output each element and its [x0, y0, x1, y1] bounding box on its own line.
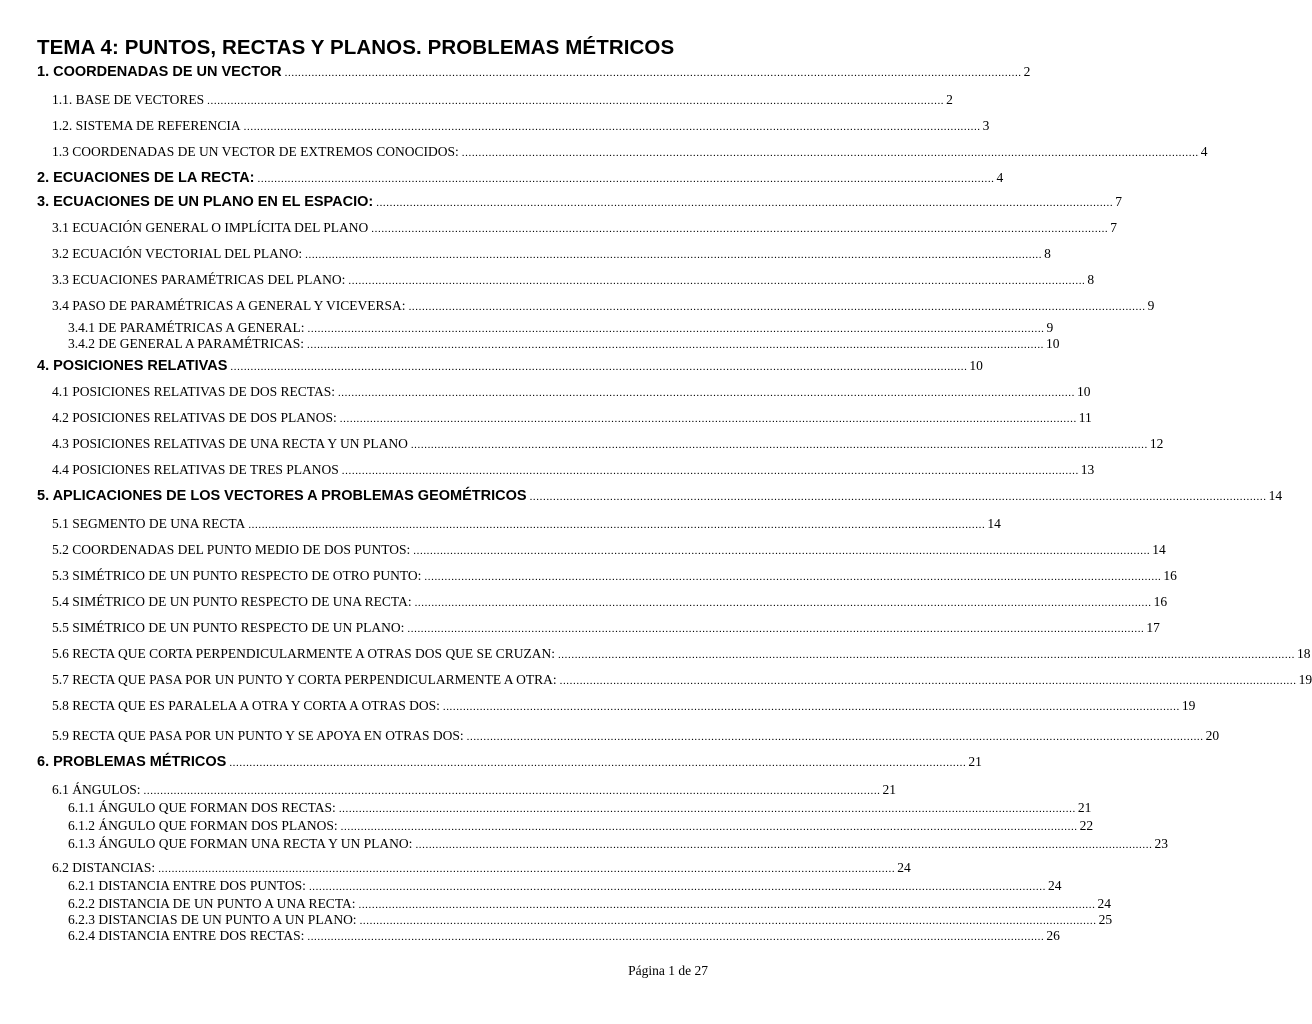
toc-entry-title: 6.1 ÁNGULOS:	[52, 782, 141, 797]
toc-entry-title: 4.3 POSICIONES RELATIVAS DE UNA RECTA Y UN PLANO	[52, 436, 408, 451]
toc-dot-leader: ............................................................................................................................................................................................................................	[371, 223, 1109, 235]
toc-dot-leader: ............................................................................................................................................................................................................................	[230, 361, 968, 373]
toc-dot-leader: ............................................................................................................................................................................................................................	[308, 881, 1046, 893]
toc-entry[interactable]	[37, 358, 983, 374]
toc-entry[interactable]	[52, 594, 1168, 610]
toc-entry[interactable]	[52, 672, 1312, 688]
toc-entry-page-number: 10	[1076, 384, 1091, 399]
toc-dot-leader: ............................................................................................................................................................................................................................	[338, 803, 1076, 815]
toc-entry-title: 6.2.2 DISTANCIA DE UN PUNTO A UNA RECTA:	[68, 896, 356, 911]
toc-dot-leader: ............................................................................................................................................................................................................................	[557, 649, 1295, 661]
toc-entry[interactable]	[52, 246, 1051, 262]
toc-entry-title: 1. COORDENADAS DE UN VECTOR	[37, 64, 282, 80]
toc-entry-title: 5.2 COORDENADAS DEL PUNTO MEDIO DE DOS PUNTOS:	[52, 542, 411, 557]
document-title: TEMA 4: PUNTOS, RECTAS Y PLANOS. PROBLEMAS MÉTRICOS	[37, 36, 675, 59]
toc-entry[interactable]	[52, 462, 1095, 478]
toc-entry[interactable]	[52, 646, 1311, 662]
toc-entry-title: 3.4.2 DE GENERAL A PARAMÉTRICAS:	[68, 336, 305, 351]
toc-entry-title: 6.2.4 DISTANCIA ENTRE DOS RECTAS:	[68, 928, 305, 943]
toc-dot-leader: ............................................................................................................................................................................................................................	[207, 95, 945, 107]
toc-entry[interactable]	[37, 754, 982, 770]
toc-entry-title: 5.8 RECTA QUE ES PARALELA A OTRA Y CORTA A OTRAS DOS:	[52, 698, 440, 713]
toc-entry-title: 6.1.2 ÁNGULO QUE FORMAN DOS PLANOS:	[68, 818, 338, 833]
toc-entry[interactable]	[52, 698, 1196, 714]
toc-dot-leader: ............................................................................................................................................................................................................................	[407, 623, 1145, 635]
toc-entry-title: 3.3 ECUACIONES PARAMÉTRICAS DEL PLANO:	[52, 272, 346, 287]
toc-entry[interactable]	[68, 912, 1113, 928]
toc-entry[interactable]	[52, 728, 1220, 744]
toc-entry-title: 6.1.1 ÁNGULO QUE FORMAN DOS RECTAS:	[68, 800, 336, 815]
toc-entry-page-number: 2	[1023, 64, 1031, 79]
toc-dot-leader: ............................................................................................................................................................................................................................	[337, 387, 1075, 399]
toc-entry-title: 3.4.1 DE PARAMÉTRICAS A GENERAL:	[68, 320, 305, 335]
toc-entry-page-number: 21	[1077, 800, 1092, 815]
toc-entry-page-number: 8	[1044, 246, 1051, 261]
toc-entry[interactable]	[68, 928, 1060, 944]
toc-entry[interactable]	[52, 410, 1092, 426]
toc-dot-leader: ............................................................................................................................................................................................................................	[410, 439, 1148, 451]
toc-entry-title: 5.4 SIMÉTRICO DE UN PUNTO RESPECTO DE UNA RECTA:	[52, 594, 412, 609]
toc-entry-page-number: 24	[1047, 878, 1062, 893]
toc-dot-leader: ............................................................................................................................................................................................................................	[408, 301, 1146, 313]
toc-entry[interactable]	[52, 144, 1208, 160]
toc-entry-title: 2. ECUACIONES DE LA RECTA:	[37, 170, 255, 186]
toc-entry[interactable]	[68, 800, 1092, 816]
toc-entry-title: 3.2 ECUACIÓN VECTORIAL DEL PLANO:	[52, 246, 303, 261]
toc-entry-page-number: 21	[968, 754, 982, 769]
toc-dot-leader: ............................................................................................................................................................................................................................	[413, 545, 1151, 557]
toc-entry[interactable]	[37, 64, 1031, 80]
toc-entry[interactable]	[37, 170, 1004, 186]
toc-dot-leader: ............................................................................................................................................................................................................................	[358, 899, 1096, 911]
toc-entry[interactable]	[68, 896, 1111, 912]
toc-entry-page-number: 4	[996, 170, 1004, 185]
toc-entry-page-number: 20	[1205, 728, 1220, 743]
toc-entry-title: 1.3 COORDENADAS DE UN VECTOR DE EXTREMOS CONOCIDOS:	[52, 144, 459, 159]
toc-dot-leader: ............................................................................................................................................................................................................................	[341, 465, 1079, 477]
toc-dot-leader: ............................................................................................................................................................................................................................	[414, 597, 1152, 609]
toc-entry[interactable]	[52, 516, 1001, 532]
toc-entry-page-number: 14	[1152, 542, 1166, 557]
toc-entry-page-number: 24	[1097, 896, 1111, 911]
toc-entry-title: 1.2. SISTEMA DE REFERENCIA	[52, 118, 241, 133]
toc-entry-title: 6.2.3 DISTANCIAS DE UN PUNTO A UN PLANO:	[68, 912, 357, 927]
toc-dot-leader: ............................................................................................................................................................................................................................	[340, 821, 1078, 833]
toc-entry-page-number: 3	[982, 118, 990, 133]
toc-entry[interactable]	[52, 542, 1166, 558]
toc-entry-title: 4. POSICIONES RELATIVAS	[37, 358, 228, 374]
toc-dot-leader: ............................................................................................................................................................................................................................	[305, 249, 1043, 261]
toc-entry-title: 6.2.1 DISTANCIA ENTRE DOS PUNTOS:	[68, 878, 306, 893]
toc-entry[interactable]	[52, 118, 990, 134]
toc-entry-title: 5.3 SIMÉTRICO DE UN PUNTO RESPECTO DE OTRO PUNTO:	[52, 568, 422, 583]
toc-dot-leader: ............................................................................................................................................................................................................................	[143, 785, 881, 797]
toc-entry-title: 4.2 POSICIONES RELATIVAS DE DOS PLANOS:	[52, 410, 337, 425]
toc-dot-leader: ............................................................................................................................................................................................................................	[284, 67, 1022, 79]
toc-entry[interactable]	[52, 384, 1091, 400]
toc-entry-page-number: 14	[1268, 488, 1283, 503]
toc-entry-page-number: 16	[1163, 568, 1177, 583]
toc-entry[interactable]	[52, 436, 1164, 452]
toc-entry-title: 3. ECUACIONES DE UN PLANO EN EL ESPACIO:	[37, 194, 374, 210]
toc-entry-title: 3.1 ECUACIÓN GENERAL O IMPLÍCITA DEL PLANO	[52, 220, 369, 235]
toc-entry[interactable]	[52, 92, 953, 108]
toc-dot-leader: ............................................................................................................................................................................................................................	[415, 839, 1153, 851]
toc-entry[interactable]	[52, 220, 1118, 236]
toc-entry[interactable]	[68, 818, 1094, 834]
toc-entry-page-number: 10	[969, 358, 983, 373]
toc-dot-leader: ............................................................................................................................................................................................................................	[339, 413, 1077, 425]
toc-dot-leader: ............................................................................................................................................................................................................................	[559, 675, 1297, 687]
toc-dot-leader: ............................................................................................................................................................................................................................	[529, 491, 1267, 503]
toc-entry-page-number: 12	[1149, 436, 1164, 451]
toc-dot-leader: ............................................................................................................................................................................................................................	[461, 147, 1199, 159]
toc-entry[interactable]	[68, 320, 1054, 336]
toc-entry-title: 6. PROBLEMAS MÉTRICOS	[37, 754, 227, 770]
toc-entry-page-number: 7	[1115, 194, 1122, 209]
toc-entry-title: 5.6 RECTA QUE CORTA PERPENDICULARMENTE A OTRAS DOS QUE SE CRUZAN:	[52, 646, 555, 661]
toc-entry-title: 1.1. BASE DE VECTORES	[52, 92, 205, 107]
toc-entry-page-number: 7	[1110, 220, 1118, 235]
toc-dot-leader: ............................................................................................................................................................................................................................	[243, 121, 981, 133]
toc-entry-title: 5.9 RECTA QUE PASA POR UN PUNTO Y SE APOYA EN OTRAS DOS:	[52, 728, 464, 743]
toc-dot-leader: ............................................................................................................................................................................................................................	[466, 731, 1204, 743]
toc-entry[interactable]	[37, 488, 1283, 504]
toc-dot-leader: ............................................................................................................................................................................................................................	[348, 275, 1086, 287]
toc-entry[interactable]	[52, 568, 1177, 584]
toc-entry-page-number: 23	[1154, 836, 1168, 851]
toc-entry[interactable]	[68, 336, 1060, 352]
toc-entry-page-number: 9	[1147, 298, 1155, 313]
toc-dot-leader: ............................................................................................................................................................................................................................	[257, 173, 995, 185]
toc-dot-leader: ............................................................................................................................................................................................................................	[229, 757, 967, 769]
toc-entry[interactable]	[68, 878, 1062, 894]
toc-entry-page-number: 2	[946, 92, 953, 107]
toc-entry-title: 5.1 SEGMENTO DE UNA RECTA	[52, 516, 246, 531]
toc-entry[interactable]	[52, 782, 897, 798]
toc-entry-page-number: 9	[1046, 320, 1054, 335]
toc-dot-leader: ............................................................................................................................................................................................................................	[359, 915, 1097, 927]
toc-entry-page-number: 26	[1046, 928, 1060, 943]
toc-dot-leader: ............................................................................................................................................................................................................................	[442, 701, 1180, 713]
toc-entry-title: 4.1 POSICIONES RELATIVAS DE DOS RECTAS:	[52, 384, 335, 399]
page-footer: Página 1 de 27	[628, 963, 708, 978]
toc-entry[interactable]	[52, 860, 911, 876]
toc-entry-page-number: 11	[1078, 410, 1092, 425]
toc-dot-leader: ............................................................................................................................................................................................................................	[307, 931, 1045, 943]
toc-dot-leader: ............................................................................................................................................................................................................................	[248, 519, 986, 531]
toc-entry-page-number: 19	[1181, 698, 1196, 713]
toc-entry[interactable]	[52, 620, 1160, 636]
toc-entry-page-number: 25	[1098, 912, 1113, 927]
toc-dot-leader: ............................................................................................................................................................................................................................	[307, 339, 1045, 351]
toc-entry-page-number: 22	[1079, 818, 1094, 833]
toc-entry-title: 5.7 RECTA QUE PASA POR UN PUNTO Y CORTA PERPENDICULARMENTE A OTRA:	[52, 672, 557, 687]
toc-entry[interactable]	[68, 836, 1168, 852]
toc-entry-title: 6.2 DISTANCIAS:	[52, 860, 156, 875]
toc-dot-leader: ............................................................................................................................................................................................................................	[158, 863, 896, 875]
toc-entry-page-number: 14	[987, 516, 1001, 531]
toc-entry-page-number: 16	[1153, 594, 1168, 609]
toc-entry-title: 5.5 SIMÉTRICO DE UN PUNTO RESPECTO DE UN PLANO:	[52, 620, 405, 635]
toc-entry-title: 6.1.3 ÁNGULO QUE FORMAN UNA RECTA Y UN PLANO:	[68, 836, 413, 851]
toc-dot-leader: ............................................................................................................................................................................................................................	[376, 197, 1114, 209]
toc-entry-page-number: 19	[1298, 672, 1312, 687]
toc-entry-page-number: 18	[1296, 646, 1311, 661]
toc-entry-page-number: 17	[1146, 620, 1160, 635]
toc-entry[interactable]	[52, 272, 1095, 288]
toc-entry-page-number: 21	[882, 782, 897, 797]
toc-entry-page-number: 8	[1087, 272, 1095, 287]
toc-entry-page-number: 13	[1080, 462, 1095, 477]
toc-dot-leader: ............................................................................................................................................................................................................................	[424, 571, 1162, 583]
toc-entry-page-number: 24	[897, 860, 911, 875]
toc-entry-title: 3.4 PASO DE PARAMÉTRICAS A GENERAL Y VICEVERSA:	[52, 298, 406, 313]
toc-entry-title: 5. APLICACIONES DE LOS VECTORES A PROBLEMAS GEOMÉTRICOS	[37, 488, 527, 504]
toc-entry-page-number: 4	[1200, 144, 1208, 159]
toc-entry[interactable]	[37, 194, 1122, 210]
toc-entry-title: 4.4 POSICIONES RELATIVAS DE TRES PLANOS	[52, 462, 339, 477]
toc-entry-page-number: 10	[1046, 336, 1060, 351]
toc-dot-leader: ............................................................................................................................................................................................................................	[307, 323, 1045, 335]
toc-entry[interactable]	[52, 298, 1155, 314]
